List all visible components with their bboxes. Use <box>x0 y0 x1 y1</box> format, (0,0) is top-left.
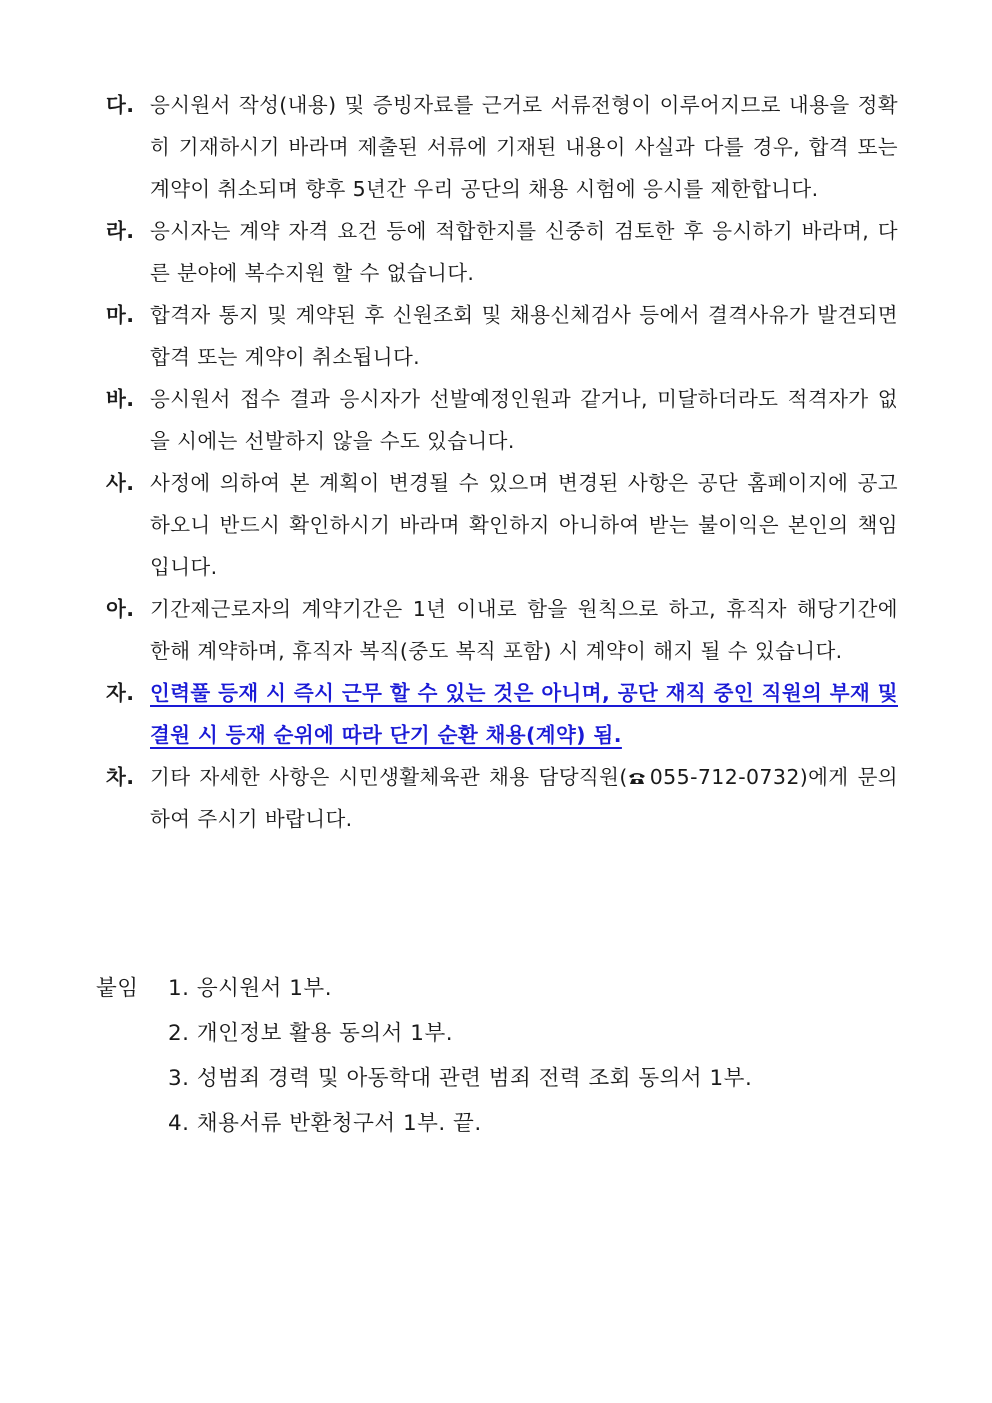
item-text: 합격자 통지 및 계약된 후 신원조회 및 채용신체검사 등에서 결격사유가 발견되면 합격 또는 계약이 취소됩니다. <box>150 303 898 369</box>
item-text: 응시원서 작성(내용) 및 증빙자료를 근거로 서류전형이 이루어지므로 내용을 정확히 기재하시기 바라며 제출된 서류에 기재된 내용이 사실과 다를 경우, 합격 또는 계약이 취소되며 향후 5년간 우리 공단의 채용 시험에 응시를 제한합니다. <box>150 93 898 201</box>
attachment-item: 1. 응시원서 1부. <box>168 976 333 1001</box>
notice-item-da <box>106 84 898 210</box>
notice-item-ja <box>106 672 898 756</box>
notice-item-sa <box>106 462 898 588</box>
item-marker: 자. <box>106 681 135 705</box>
item-text: 기간제근로자의 계약기간은 1년 이내로 함을 원칙으로 하고, 휴직자 해당기간에 한해 계약하며, 휴직자 복직(중도 복직 포함) 시 계약이 해지 될 수 있습니다. <box>150 597 898 663</box>
attachments-label: 붙임 <box>96 976 139 1001</box>
attachments-list <box>168 966 752 1146</box>
notice-items <box>106 84 898 840</box>
item-marker: 사. <box>106 471 135 495</box>
attachment-item: 3. 성범죄 경력 및 아동학대 관련 범죄 전력 조회 동의서 1부. <box>168 1066 753 1091</box>
item-marker: 차. <box>106 765 135 789</box>
notice-item-a <box>106 588 898 672</box>
attachment-item: 2. 개인정보 활용 동의서 1부. <box>168 1021 454 1046</box>
item-marker: 바. <box>106 387 135 411</box>
item-marker: 라. <box>106 219 135 243</box>
telephone-icon <box>628 771 646 785</box>
attachment-item: 4. 채용서류 반환청구서 1부. 끝. <box>168 1111 482 1136</box>
attachments-row <box>96 966 752 1146</box>
attachments-section <box>96 966 752 1146</box>
item-text: 응시원서 접수 결과 응시자가 선발예정인원과 같거나, 미달하더라도 적격자가 없을 시에는 선발하지 않을 수도 있습니다. <box>150 387 898 453</box>
notice-item-ma <box>106 294 898 378</box>
contact-phone-number: 055-712-0732 <box>649 765 800 789</box>
item-body <box>150 756 898 840</box>
item-text: 사정에 의하여 본 계획이 변경될 수 있으며 변경된 사항은 공단 홈페이지에 공고 하오니 반드시 확인하시기 바라며 확인하지 아니하여 받는 불이익은 본인의 책임입니다. <box>150 471 898 579</box>
item-marker: 다. <box>106 93 135 117</box>
contact-text-before: 기타 자세한 사항은 시민생활체육관 채용 담당직원( <box>150 765 628 789</box>
notice-item-cha <box>106 756 898 840</box>
notice-item-ra <box>106 210 898 294</box>
notice-item-ba <box>106 378 898 462</box>
item-marker: 마. <box>106 303 135 327</box>
item-body <box>150 672 898 756</box>
contact-text-after: )에게 문의하여 주시기 바랍니다. <box>150 765 898 831</box>
item-marker: 아. <box>106 597 135 621</box>
emphasized-notice-text: 인력풀 등재 시 즉시 근무 할 수 있는 것은 아니며, 공단 재직 중인 직원의 부재 및 결원 시 등재 순위에 따라 단기 순환 채용(계약) 됨. <box>150 681 898 747</box>
item-text: 응시자는 계약 자격 요건 등에 적합한지를 신중히 검토한 후 응시하기 바라며, 다른 분야에 복수지원 할 수 없습니다. <box>150 219 898 285</box>
